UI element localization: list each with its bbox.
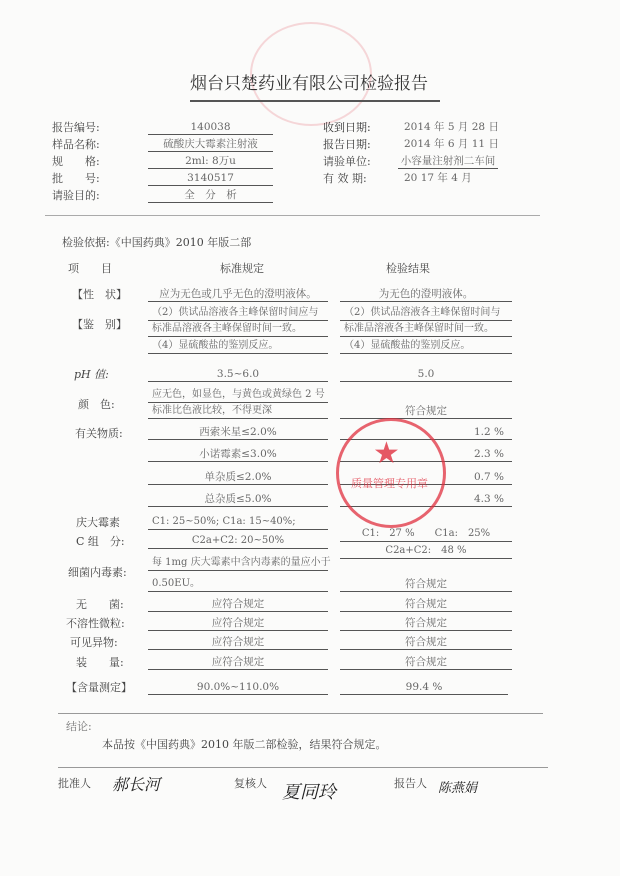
unit: 小容量注射剂二车间 bbox=[398, 154, 498, 169]
endotoxin-label: 细菌内毒素: bbox=[68, 566, 127, 579]
reviewer-label: 复核人 bbox=[234, 777, 267, 790]
spec: 2ml: 8万u bbox=[148, 154, 273, 169]
related-label: 有关物质: bbox=[75, 427, 123, 440]
related-std-2: 小诺霉素≤3.0% bbox=[148, 447, 328, 462]
conclusion-text: 本品按《中国药典》2010 年版二部检验，结果符合规定。 bbox=[102, 738, 387, 751]
star-icon: ★ bbox=[373, 436, 400, 471]
report-date: 2014 年 6 月 11 日 bbox=[404, 138, 499, 150]
report-title: 烟台只楚药业有限公司检验报告 bbox=[190, 74, 428, 94]
c-component-label: C 组 分: bbox=[76, 535, 125, 548]
particles-label: 不溶性微粒: bbox=[66, 617, 125, 630]
col-item: 项 目 bbox=[68, 262, 112, 275]
gentamicin-std-2: C2a+C2: 20~50% bbox=[148, 534, 328, 549]
identification-std-3: （4）显硫酸盐的鉴别反应。 bbox=[148, 339, 328, 354]
ph-label: pH 值: bbox=[74, 368, 109, 381]
appearance-std: 应为无色或几乎无色的澄明液体。 bbox=[148, 287, 328, 302]
gentamicin-label: 庆大霉素 bbox=[76, 516, 120, 529]
related-res-2: 2.3 % bbox=[340, 447, 512, 462]
gentamicin-res-2: C2a+C2: 48 % bbox=[340, 544, 512, 559]
ph-res: 5.0 bbox=[340, 367, 512, 382]
endotoxin-std-2: 0.50EU。 bbox=[148, 577, 328, 592]
col-standard: 标准规定 bbox=[220, 262, 264, 275]
reporter-label: 报告人 bbox=[394, 777, 427, 790]
appearance-res: 为无色的澄明液体。 bbox=[340, 287, 512, 302]
reviewer-signature: 夏同玲 bbox=[282, 782, 336, 803]
col-result: 检验结果 bbox=[386, 262, 430, 275]
expiry: 20 17 年 4 月 bbox=[404, 172, 472, 184]
color-label: 颜 色: bbox=[78, 398, 115, 411]
visible-res: 符合规定 bbox=[340, 635, 512, 650]
gentamicin-std-1: C1: 25~50%; C1a: 15~40%; bbox=[148, 515, 328, 530]
identification-res-1: （2）供试品溶液各主峰保留时间与 bbox=[340, 306, 512, 321]
assay-res: 99.4 % bbox=[340, 680, 508, 695]
received-date: 2014 年 5 月 28 日 bbox=[404, 121, 499, 133]
identification-res-3: （4）显硫酸盐的鉴别反应。 bbox=[340, 339, 512, 354]
related-std-3: 单杂质≤2.0% bbox=[148, 470, 328, 485]
color-res: 符合规定 bbox=[340, 404, 512, 419]
gentamicin-res-1: C1: 27 % C1a: 25% bbox=[361, 528, 491, 539]
quality-stamp bbox=[336, 418, 446, 528]
volume-std: 应符合规定 bbox=[148, 655, 328, 670]
particles-std: 应符合规定 bbox=[148, 616, 328, 631]
sterility-res: 符合规定 bbox=[340, 597, 512, 612]
identification-label: 【鉴 别】 bbox=[72, 318, 127, 331]
assay-label: 【含量测定】 bbox=[66, 681, 132, 694]
volume-res: 符合规定 bbox=[340, 655, 512, 670]
received-label: 收到日期: bbox=[323, 121, 371, 134]
identification-std-2: 标准品溶液各主峰保留时间一致。 bbox=[148, 322, 328, 337]
related-std-1: 西索米星≤2.0% bbox=[148, 425, 328, 440]
sample-label: 样品名称: bbox=[52, 138, 100, 151]
color-std-1: 应无色，如显色，与黄色或黄绿色 2 号 bbox=[148, 388, 328, 403]
title-rule bbox=[190, 100, 440, 102]
reporter-signature: 陈燕娟 bbox=[438, 781, 478, 796]
table-bottom-rule bbox=[58, 713, 543, 714]
related-res-4: 4.3 % bbox=[340, 492, 512, 507]
ph-std: 3.5~6.0 bbox=[148, 367, 328, 382]
approver-signature: 郝长河 bbox=[112, 775, 161, 794]
particles-res: 符合规定 bbox=[340, 616, 512, 631]
report-no-label: 报告编号: bbox=[52, 121, 100, 134]
visible-label: 可见异物: bbox=[70, 636, 118, 649]
approver-label: 批准人 bbox=[58, 777, 91, 790]
color-std-2: 标准比色液比较，不得更深 bbox=[148, 404, 328, 419]
basis: 检验依据:《中国药典》2010 年版二部 bbox=[62, 236, 252, 249]
expiry-label: 有 效 期: bbox=[323, 172, 367, 185]
batch-label: 批 号: bbox=[52, 172, 100, 185]
gentamicin-res-1-rule bbox=[340, 541, 512, 542]
conclusion-label: 结论: bbox=[66, 720, 92, 733]
volume-label: 装 量: bbox=[76, 656, 124, 669]
appearance-label: 【性 状】 bbox=[72, 288, 127, 301]
related-res-1: 1.2 % bbox=[340, 425, 512, 440]
purpose: 全 分 析 bbox=[148, 188, 273, 203]
report-no: 140038 bbox=[148, 120, 273, 135]
identification-std-1: （2）供试品溶液各主峰保留时间应与 bbox=[148, 306, 328, 321]
sterility-std: 应符合规定 bbox=[148, 597, 328, 612]
spec-label: 规 格: bbox=[52, 155, 100, 168]
stamp-text: 质量管理专用章 bbox=[351, 477, 428, 490]
conclusion-rule bbox=[58, 767, 548, 768]
unit-label: 请验单位: bbox=[323, 155, 371, 168]
sterility-label: 无 菌: bbox=[76, 598, 124, 611]
visible-std: 应符合规定 bbox=[148, 635, 328, 650]
identification-res-2: 标准品溶液各主峰保留时间一致。 bbox=[340, 322, 512, 337]
sample-name: 硫酸庆大霉素注射液 bbox=[148, 137, 273, 152]
endotoxin-res: 符合规定 bbox=[340, 577, 512, 592]
related-res-3: 0.7 % bbox=[340, 470, 512, 485]
endotoxin-std-1: 每 1mg 庆大霉素中含内毒素的量应小于 bbox=[148, 556, 328, 571]
assay-std: 90.0%~110.0% bbox=[148, 680, 328, 695]
batch: 3140517 bbox=[148, 171, 273, 186]
header-divider bbox=[45, 215, 540, 216]
purpose-label: 请验目的: bbox=[52, 189, 100, 202]
related-std-4: 总杂质≤5.0% bbox=[148, 492, 328, 507]
report-date-label: 报告日期: bbox=[323, 138, 371, 151]
